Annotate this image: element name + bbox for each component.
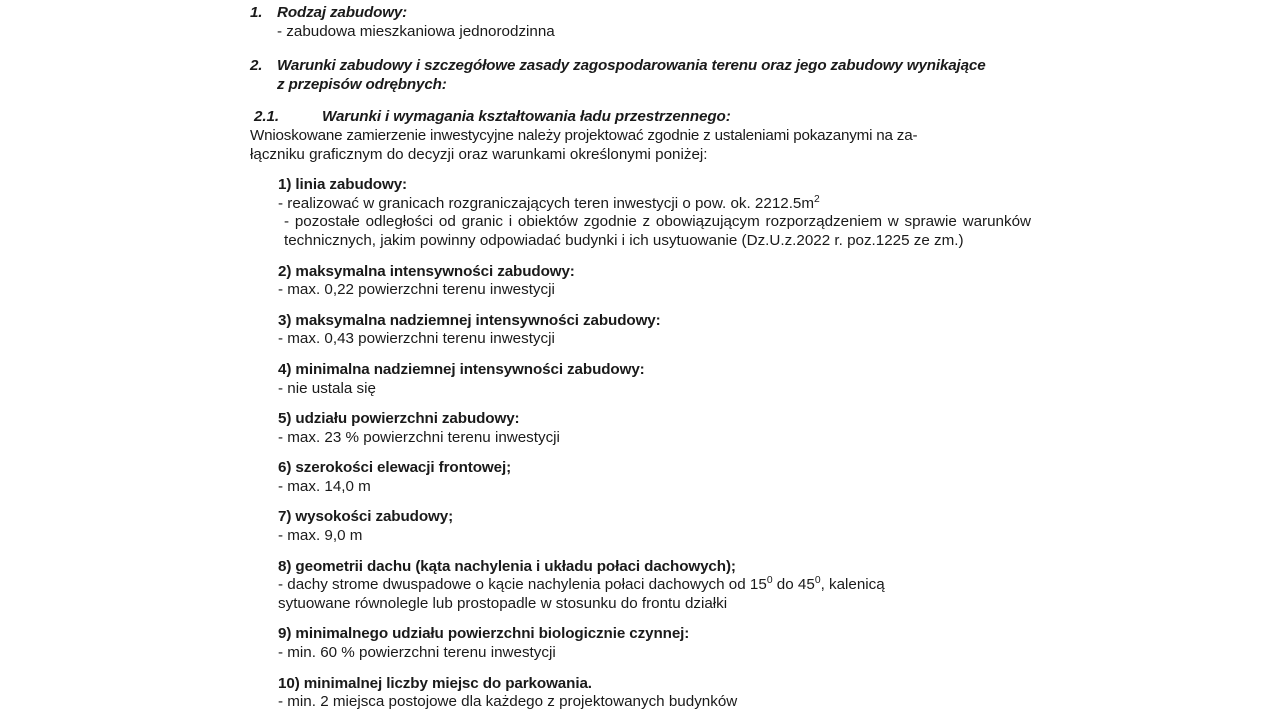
section-2-title-line-1: Warunki zabudowy i szczegółowe zasady zagospodarowania terenu oraz jego zabudowy wynikające xyxy=(277,57,986,75)
item-5-title: 5) udziału powierzchni zabudowy: xyxy=(278,410,520,428)
section-2-heading xyxy=(250,57,1031,76)
item-8-superscript-1: 0 xyxy=(766,575,773,587)
item-1-desc-line-2: - pozostałe odległości od granic i obiektów zgodnie z obowiązującym rozporządzeniem w sprawie warunków technicznych, jakim powinny odpowiadać budynki i ich usytuowanie (Dz.U.z.2022 r. poz.1225 ze zm.) xyxy=(284,213,1031,249)
item-1-superscript: 2 xyxy=(814,193,820,205)
section-1-number: 1. xyxy=(250,4,263,21)
item-8-desc-part-2: do 45 xyxy=(772,576,815,594)
section-2-number: 2. xyxy=(250,57,263,75)
item-1-desc-text: - realizować w granicach rozgraniczających teren inwestycji o pow. ok. 2212.5m xyxy=(278,194,815,212)
spacer-after-section-2 xyxy=(250,94,1031,108)
item-6-desc: - max. 14,0 m xyxy=(278,477,371,495)
item-8-desc-line-1 xyxy=(278,576,1031,595)
item-10-desc: - min. 2 miejsca postojowe dla każdego z projektowanych budynków xyxy=(278,693,738,711)
item-1-title: 1) linia zabudowy: xyxy=(278,176,407,194)
item-block-9 xyxy=(250,625,1031,662)
item-block-2 xyxy=(250,263,1031,300)
section-1-heading xyxy=(250,4,1031,23)
subsection-2-1-heading xyxy=(250,108,1031,127)
item-block-5 xyxy=(250,410,1031,447)
item-9-desc: - min. 60 % powierzchni terenu inwestycji xyxy=(278,644,556,662)
item-8-title: 8) geometrii dachu (kąta nachylenia i układu połaci dachowych); xyxy=(278,557,736,575)
item-block-10 xyxy=(250,675,1031,712)
subsection-intro-line-1: Wnioskowane zamierzenie inwestycyjne należy projektować zgodnie z ustaleniami pokazanymi na za- xyxy=(250,126,918,144)
item-5-desc: - max. 23 % powierzchni terenu inwestycji xyxy=(278,428,560,446)
item-7-desc: - max. 9,0 m xyxy=(278,527,363,545)
item-7-title: 7) wysokości zabudowy; xyxy=(278,508,454,526)
item-8-desc-line-2: sytuowane równolegle lub prostopadle w stosunku do frontu działki xyxy=(278,594,728,612)
item-block-7 xyxy=(250,508,1031,545)
document-text-column xyxy=(250,0,1031,712)
item-10-title: 10) minimalnej liczby miejsc do parkowania. xyxy=(278,674,592,692)
item-8-desc-part-1: - dachy strome dwuspadowe o kącie nachylenia połaci dachowych od 15 xyxy=(278,576,767,594)
subsection-intro-line-2: łączniku graficznym do decyzji oraz warunkami określonymi poniżej: xyxy=(250,145,708,163)
item-3-title: 3) maksymalna nadziemnej intensywności zabudowy: xyxy=(278,311,661,329)
subsection-2-1-number: 2.1. xyxy=(254,108,279,126)
item-block-3 xyxy=(250,312,1031,349)
subsection-2-1-title: Warunki i wymagania kształtowania ładu przestrzennego: xyxy=(322,108,731,126)
section-2-title-line-2: z przepisów odrębnych: xyxy=(277,75,447,93)
item-block-4 xyxy=(250,361,1031,398)
item-2-title: 2) maksymalna intensywności zabudowy: xyxy=(278,262,575,280)
spacer-after-section-1 xyxy=(250,41,1031,57)
item-9-title: 9) minimalnego udziału powierzchni biologicznie czynnej: xyxy=(278,625,690,643)
section-1-body: - zabudowa mieszkaniowa jednorodzinna xyxy=(277,22,555,40)
item-6-title: 6) szerokości elewacji frontowej; xyxy=(278,459,512,477)
item-block-8 xyxy=(250,558,1031,614)
section-1-title: Rodzaj zabudowy: xyxy=(277,4,408,21)
item-8-superscript-2: 0 xyxy=(814,575,821,587)
item-4-desc: - nie ustala się xyxy=(278,379,376,397)
item-block-6 xyxy=(250,459,1031,496)
item-block-1 xyxy=(250,176,1031,250)
item-4-title: 4) minimalna nadziemnej intensywności zabudowy: xyxy=(278,360,645,378)
item-3-desc: - max. 0,43 powierzchni terenu inwestycji xyxy=(278,330,555,348)
item-2-desc: - max. 0,22 powierzchni terenu inwestycji xyxy=(278,281,555,299)
item-1-desc-line-1 xyxy=(278,195,1031,214)
item-8-desc-part-3: , kalenicą xyxy=(820,576,885,594)
